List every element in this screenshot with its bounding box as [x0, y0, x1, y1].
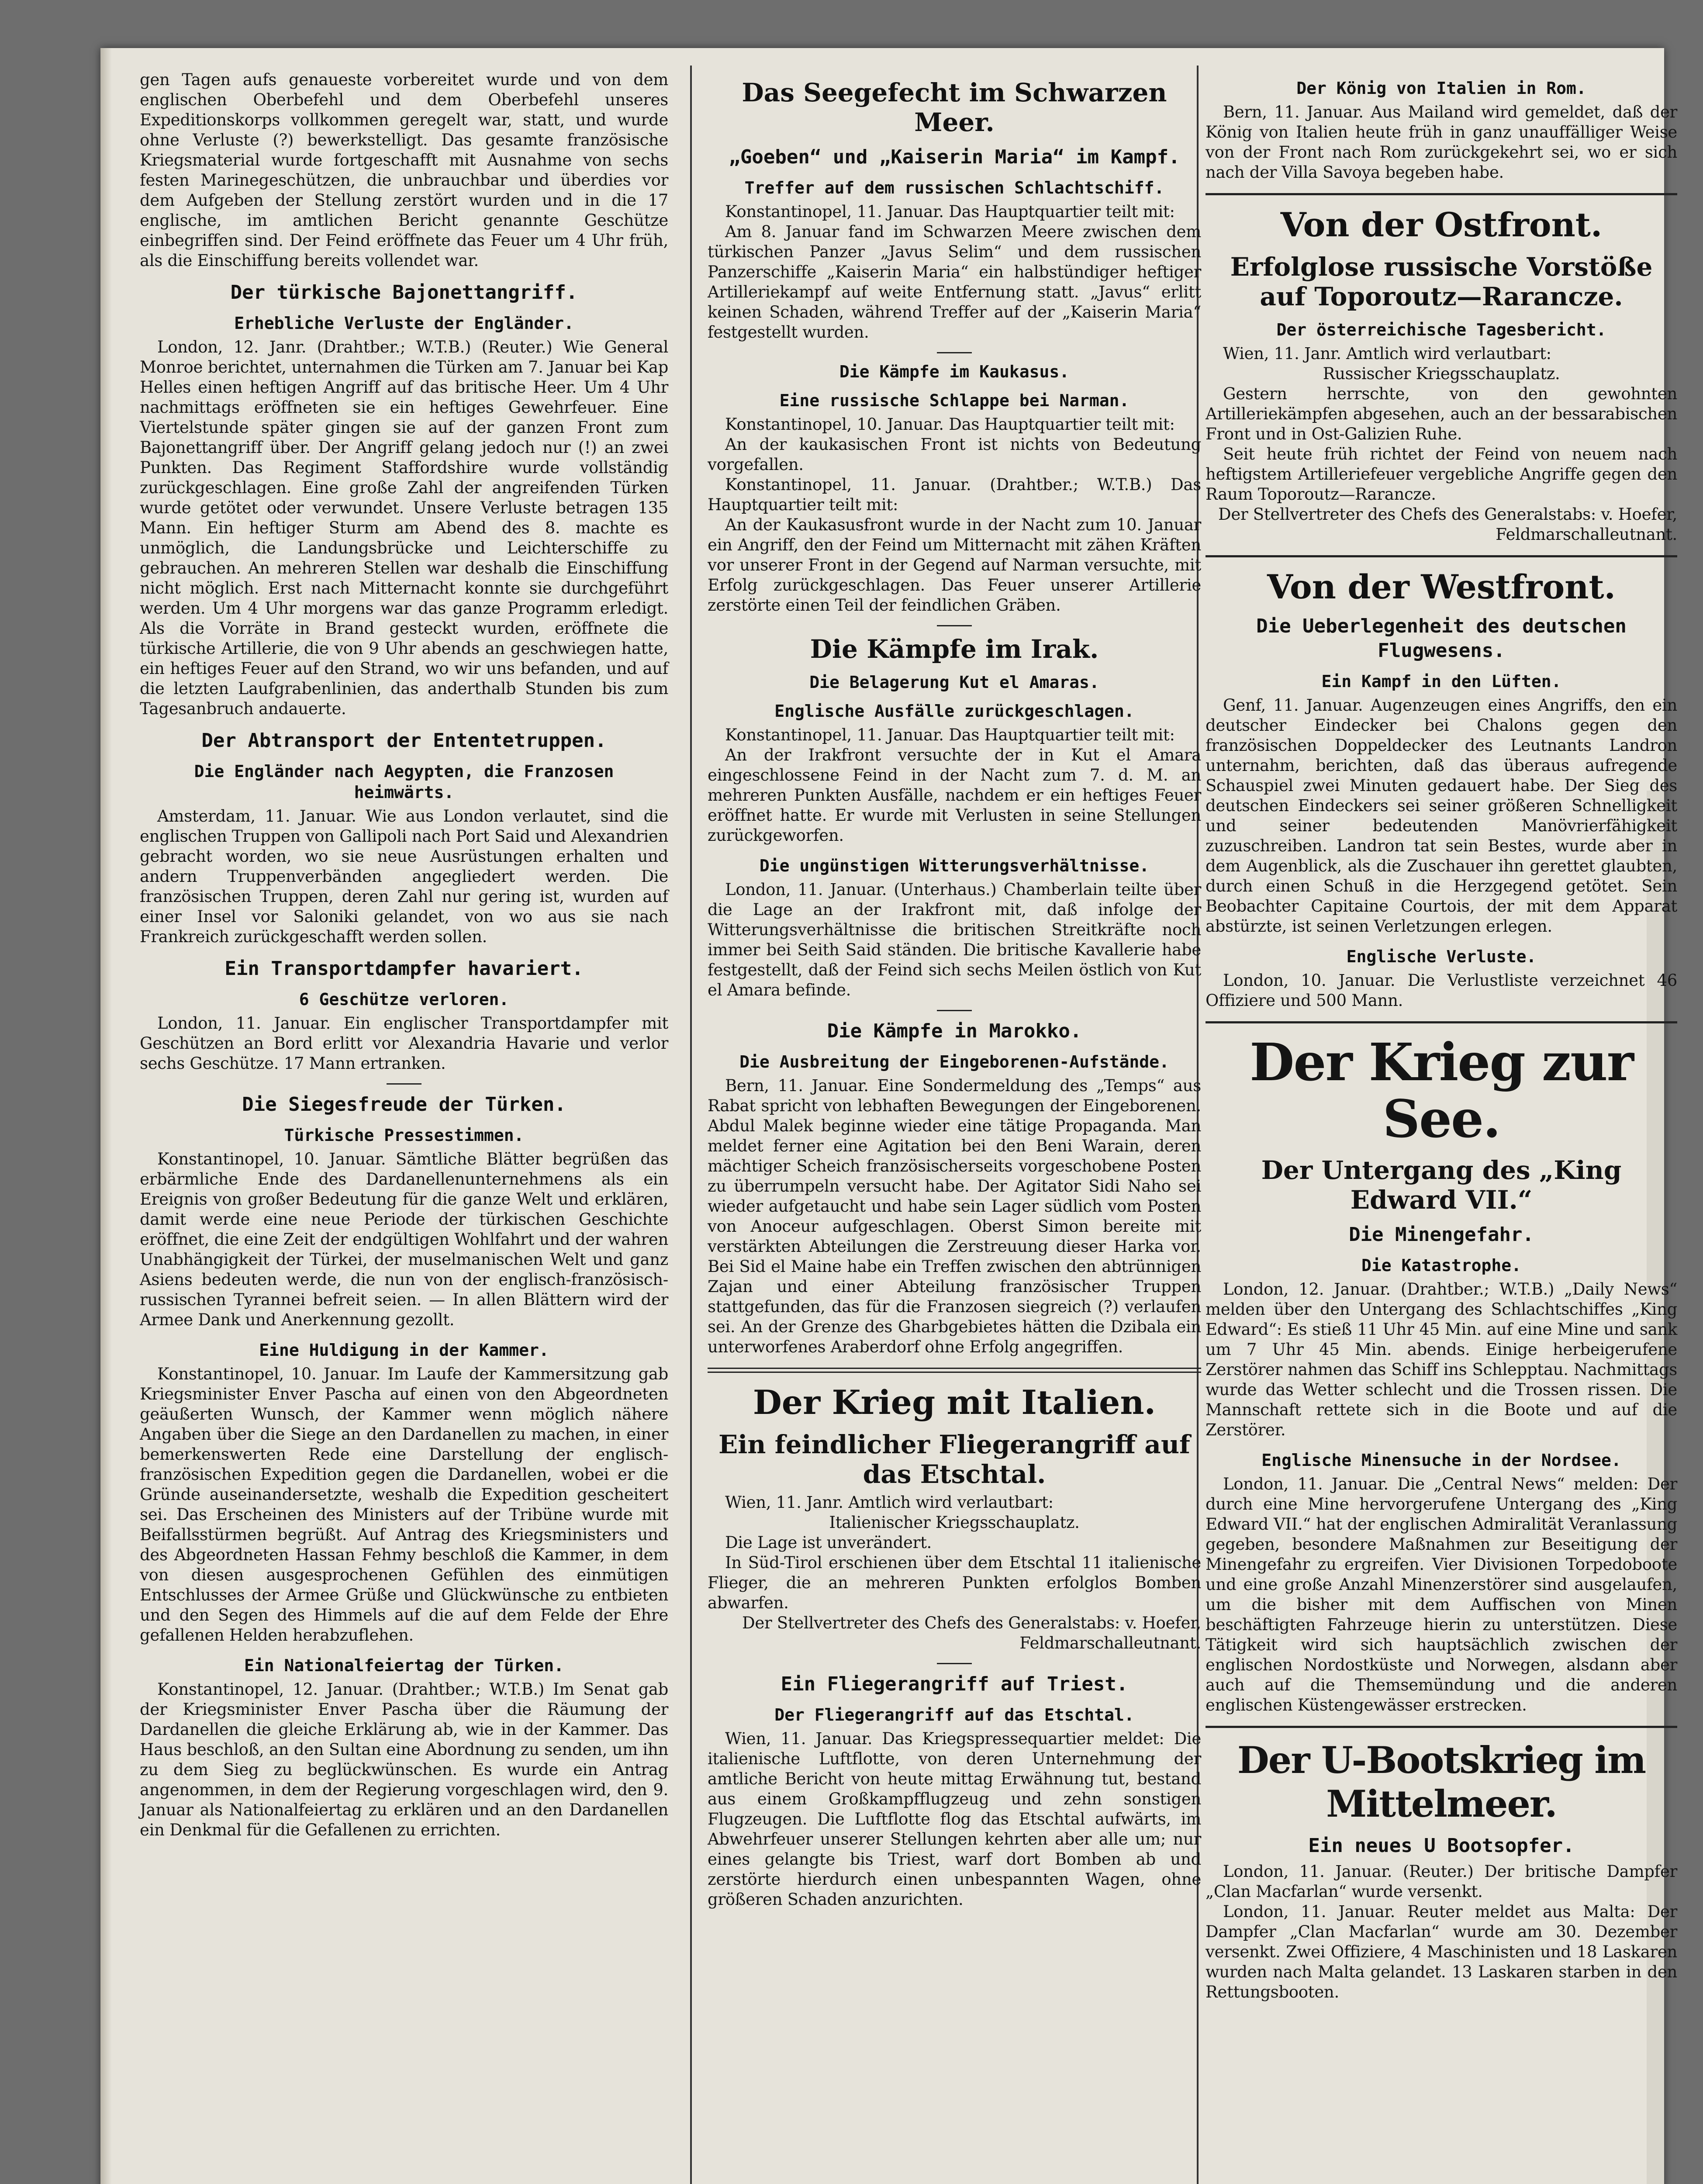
subheadline: Die Minengefahr.: [1349, 1223, 1534, 1246]
headline: Die Kämpfe im Irak.: [810, 634, 1099, 664]
article-text: Bern, 11. Januar. Eine Sondermeldung des „Temps“ aus Rabat spricht von lebhaften Bewegungen der Eingeborenen. Abdul Malek beginne wieder eine tätige Propaganda. Man meldet ferner eine Agitation bei den Beni Warain, deren mächtiger Scheich französischerseits vorgeschobene Posten zu überrumpeln versucht habe. Der Agitator Sidi Naho sei wieder aufgetaucht und habe sein Lager südlich vom Posten von Anoceur aufgeschlagen. Oberst Simon bereite mit verstärkten Abteilungen die Zerstreuung dieser Harka vor. Bei Sid el Maine habe ein Treffen zwischen den abtrünnigen Zajan und einer Abteilung französischer Truppen stattgefunden, das für die Franzosen siegreich (?) verlaufen sei. An der Grenze des Gharbgebietes hätten die Dzibala ein unterworfenes Araberdorf ohne Erfolg angegriffen.: [708, 1076, 1201, 1356]
article-text: London, 12. Janr. (Drahtber.; W.T.B.) (Reuter.) Wie General Monroe berichtet, unternahmen die Türken am 7. Januar bei Kap Helles einen heftigen Angriff auf das britische Heer. Um 4 Uhr nachmittags eröffneten sie ein heftiges Gewehrfeuer. Eine Viertelstunde später gingen sie auf der ganzen Front zum Bajonettangriff über. Der Angriff gelang jedoch nur (!) an zwei Punkten. Das Regiment Staffordshire wurde vollständig zurückgeschlagen. Eine große Zahl der angreifenden Türken wurde getötet oder verwundet. Unsere Verluste betragen 135 Mann. Ein heftiger Sturm am Abend des 8. machte es unmöglich, die Landungsbrücke und Leichterschiffe zu gebrauchen. An mehreren Stellen war deshalb die Einschiffung nicht möglich. Erst nach Mitternacht konnte sie durchgeführt werden. Um 4 Uhr morgens war das ganze Programm erledigt. Als die Vorräte in Brand gesteckt wurden, eröffnete die türkische Artillerie, die von 9 Uhr abends an geschwiegen hatte, ein heftiges Feuer auf den Strand, wo wir uns befanden, und auf die letzten Laufgrabenlinien, das anderthalb Stunden bis zum Tagesanbruch andauerte.: [140, 338, 668, 718]
headline: Die Kämpfe im Kaukasus.: [839, 362, 1070, 381]
article-text: London, 11. Januar. (Reuter.) Der britische Dampfer „Clan Macfarlan“ wurde versenkt.: [1206, 1862, 1677, 1901]
headline: Englische Minensuche in der Nordsee.: [1261, 1451, 1621, 1470]
headline: Die ungünstigen Witterungsverhältnisse.: [759, 856, 1150, 875]
subheadline: Eine russische Schlappe bei Narman.: [779, 391, 1130, 410]
headline: Der Untergang des „King Edward VII.“: [1261, 1155, 1622, 1215]
article-text: Am 8. Januar fand im Schwarzen Meere zwischen dem türkischen Panzer „Javus Selim“ und dem russischen Panzerschiffe „Kaiserin Maria“ ein halbstündiger heftiger Artilleriekampf auf weite Entfernung statt. „Javus“ erlitt keinen Schaden, während Treffer auf der „Kaiserin Maria“ festgestellt wurden.: [708, 222, 1201, 342]
subheadline: Treffer auf dem russischen Schlachtschiff.: [744, 178, 1164, 197]
article-text: Wien, 11. Janr. Amtlich wird verlautbart:: [1223, 344, 1551, 363]
column-right: [1206, 70, 1677, 2012]
divider: [937, 1663, 972, 1664]
article-text: Russischer Kriegsschauplatz.: [1323, 364, 1560, 383]
article-text: Seit heute früh richtet der Feind von neuem nach heftigstem Artilleriefeuer vergebliche Angriffe gegen den Raum Toporoutz—Rarancze.: [1206, 445, 1677, 504]
article-text: Konstantinopel, 10. Januar. Im Laufe der Kammersitzung gab Kriegsminister Enver Pascha auf einen von den Abgeordneten geäußerten Wunsch, der Kammer wenn möglich nähere Angaben über die Siege an den Dardanellen zu machen, in einer bemerkenswerten Rede eine Darstellung der englisch-französischen Expedition gegen die Dardanellen, wobei er die Gründe auseinandersetzte, weshalb die Expedition gescheitert sei. Das Erscheinen des Ministers auf der Tribüne wurde mit Beifallsstürmen begrüßt. Auf Antrag des Kriegsministers und des Abgeordneten Hassan Fehmy beschloß die Kammer, in dem von diesen ausgesprochenen Gefühlen des einmütigen Entschlusses der Armee Grüße und Glückwünsche zu entbieten und den Segen des Himmels auf die auf dem Felde der Ehre gefallenen Helden herabzuflehen.: [140, 1365, 668, 1645]
article-text: Amsterdam, 11. Januar. Wie aus London verlautet, sind die englischen Truppen von Gallipoli nach Port Said und Alexandrien gebracht worden, wo sie neue Ausrüstungen erhalten und andern Truppenverbänden angegliedert werden. Die französischen Truppen, deren Zahl nur gering ist, wurden auf einer Insel vor Saloniki gelandet, von wo aus sie nach Frankreich zurückgeschafft werden sollen.: [140, 807, 668, 946]
article-text: Italienischer Kriegsschauplatz.: [829, 1513, 1080, 1532]
article-text: In Süd-Tirol erschienen über dem Etschtal 11 italienische Flieger, die an mehreren Punkten erfolglos Bomben abwarfen.: [708, 1553, 1201, 1612]
headline: Die Ueberlegenheit des deutschen Flugwesens.: [1256, 615, 1627, 662]
section-divider: [1206, 1021, 1677, 1023]
article-text: London, 10. Januar. Die Verlustliste verzeichnet 46 Offiziere und 500 Mann.: [1206, 971, 1677, 1010]
article-text: London, 11. Januar. Reuter meldet aus Malta: Der Dampfer „Clan Macfarlan“ wurde am 30. Dezember versenkt. Zwei Offiziere, 4 Maschinisten und 18 Laskaren wurden nach Malta gelandet. 13 Laskaren starben in den Rettungsbooten.: [1206, 1902, 1677, 2001]
article-text: Der Stellvertreter des Chefs des Generalstabs: v. Hoefer, Feldmarschalleutnant.: [1218, 505, 1677, 544]
subheadline: Die Katastrophe.: [1361, 1256, 1522, 1275]
article-text: Konstantinopel, 12. Januar. (Drahtber.; W.T.B.) Im Senat gab der Kriegsminister Enver Pascha über die Räumung der Dardanellen die gleiche Erklärung ab, wie in der Kammer. Das Haus beschloß, an den Sultan eine Abordnung zu senden, um ihn zu dem Sieg zu beglückwünschen. Es wurde ein Antrag angenommen, in dem der Regierung vorgeschlagen wird, den 9. Januar als Nationalfeiertag zu erklären und an den Dardanellen ein Denkmal für die Gefallenen zu errichten.: [140, 1680, 668, 1839]
article-text: London, 11. Januar. (Unterhaus.) Chamberlain teilte über die Lage an der Irakfront mit, daß infolge der Witterungsverhältnisse die britischen Streitkräfte noch immer bei Seith Said ständen. Die britische Kavallerie habe festgestellt, daß der Feind sich sechs Meilen östlich von Kut el Amara befinde.: [708, 880, 1201, 999]
headline: Der König von Italien in Rom.: [1296, 79, 1586, 98]
article-text: An der Irakfront versuchte der in Kut el Amara eingeschlossene Feind in der Nacht zum 7. d. M. an mehreren Punkten Ausfälle, nachdem er ein heftiges Feuer eröffnet hatte. Er wurde mit Verlusten in seine Stellungen zurückgeworfen.: [708, 746, 1201, 845]
subheadline: Der Fliegerangriff auf das Etschtal.: [774, 1705, 1134, 1724]
divider: [937, 1010, 972, 1011]
subheadline: 6 Geschütze verloren.: [299, 990, 509, 1009]
column-middle: [708, 70, 1201, 1919]
divider: [937, 352, 972, 353]
section-headline: Der Krieg mit Italien.: [753, 1383, 1156, 1422]
article-text: Gestern herrschte, von den gewohnten Artilleriekämpfen abgesehen, auch an der bessarabischen Front und in Ost-Galizien Ruhe.: [1206, 384, 1677, 443]
section-divider: [708, 1368, 1201, 1373]
subheadline: Der österreichische Tagesbericht.: [1276, 320, 1606, 339]
article-text: Konstantinopel, 11. Januar. Das Hauptquartier teilt mit:: [725, 726, 1175, 744]
column-rule: [690, 66, 692, 2184]
article-text: London, 12. Januar. (Drahtber.; W.T.B.) „Daily News“ melden über den Untergang des Schlachtschiffes „King Edward“: Es stieß 11 Uhr 45 Min. auf eine Mine und sank um 7 Uhr 45 Min. abends. Einige herbeigerufene Zerstörer nahmen das Schiff ins Schlepptau. Nachmittags wurde das Wetter schlecht und die Trossen rissen. Die Mannschaft rettete sich in die Boote und auf die Zerstörer.: [1206, 1280, 1677, 1439]
article-text: Die Lage ist unverändert.: [725, 1533, 932, 1552]
headline: Ein Transportdampfer havariert.: [225, 957, 584, 980]
headline: Ein Fliegerangriff auf Triest.: [781, 1673, 1128, 1695]
section-banner: Der Krieg zur See.: [1250, 1032, 1633, 1149]
column-left: [140, 70, 668, 1850]
headline: Die Siegesfreude der Türken.: [242, 1093, 566, 1116]
article-text: Konstantinopel, 11. Januar. Das Hauptquartier teilt mit:: [725, 202, 1175, 221]
headline: Eine Huldigung in der Kammer.: [259, 1341, 549, 1360]
article-text: Konstantinopel, 10. Januar. Sämtliche Blätter begrüßen das erbärmliche Ende des Dardanellenunternehmens als ein Ereignis von großer Bedeutung für die ganze Welt und erklären, damit werde eine neue Periode der türkischen Geschichte eröffnet, die eine Zeit der endgültigen Wohlfahrt und der wahren Unabhängigkeit der Türkei, der muselmanischen Welt und ganz Asiens bedeuten werde, die nun von der englisch-französisch-russischen Tyrannei befreit seien. — In allen Blättern wird der Armee Dank und Anerkennung gezollt.: [140, 1150, 668, 1329]
article-text: Bern, 11. Januar. Aus Mailand wird gemeldet, daß der König von Italien heute früh in ganz unauffälliger Weise von der Front nach Rom zurückgekehrt sei, wo er sich nach der Villa Savoya begeben habe.: [1206, 103, 1677, 182]
headline: Erfolglose russische Vorstöße auf Toporoutz—Rarancze.: [1230, 252, 1653, 311]
section-divider: [1206, 1726, 1677, 1728]
subheadline: Ein Kampf in den Lüften.: [1321, 672, 1561, 691]
section-divider: [1206, 193, 1677, 195]
subheadline: Die Ausbreitung der Eingeborenen-Aufstände.: [739, 1052, 1169, 1071]
article-text: Konstantinopel, 11. Januar. (Drahtber.; W.T.B.) Das Hauptquartier teilt mit:: [708, 475, 1201, 514]
article-text: An der kaukasischen Front ist nichts von Bedeutung vorgefallen.: [708, 435, 1201, 474]
headline: Der türkische Bajonettangriff.: [230, 281, 578, 304]
article-text: Der Stellvertreter des Chefs des Generalstabs: v. Hoefer, Feldmarschalleutnant.: [742, 1614, 1201, 1652]
article-text: London, 11. Januar. Die „Central News“ melden: Der durch eine Mine hervorgerufene Untergang des „King Edward VII.“ hat der englischen Admiralität Veranlassung gegeben, besondere Maßnahmen zur Beseitigung der Minengefahr zu ergreifen. Vier Divisionen Torpedoboote und eine große Anzahl Minenzerstörer sind ausgelaufen, um die bisher mit dem Auffischen von Minen beschäftigten Fahrzeuge hierin zu unterstützen. Diese Tätigkeit wird sich hauptsächlich zwischen der englischen Nordostküste und Norwegen, alsdann aber auch auf die Themsemündung und die anderen englischen Küstengewässer erstrecken.: [1206, 1475, 1677, 1714]
article-text: Wien, 11. Januar. Das Kriegspressequartier meldet: Die italienische Luftflotte, von deren Unternehmung der amtliche Bericht von heute mittag Erwähnung tut, bestand aus einem Großkampfflugzeug und zehn sonstigen Flugzeugen. Die Luftflotte flog das Etschtal aufwärts, im Abwehrfeuer unserer Stellungen kehrten aber alle um; nur eines gelangte bis Triest, warf dort Bomben ab und zerstörte hierdurch einen unbespannten Wagen, ohne größeren Schaden anzurichten.: [708, 1729, 1201, 1909]
headline: Englische Verluste.: [1346, 947, 1537, 966]
subheadline: Die Engländer nach Aegypten, die Franzosen heimwärts.: [194, 762, 614, 802]
headline: Der Abtransport der Ententetruppen.: [201, 729, 607, 752]
subheadline: Die Belagerung Kut el Amaras.: [809, 673, 1099, 692]
article-text: Genf, 11. Januar. Augenzeugen eines Angriffs, den ein deutscher Eindecker bei Chalons gegen den französischen Doppeldecker des Leutnants Landron unternahm, berichten, daß das überaus aufregende Schauspiel zwei Minuten gedauert habe. Der Sieg des deutschen Eindeckers sei seiner größeren Schnelligkeit und seiner bedeutenden Manövrierfähigkeit zuzuschreiben. Landron tat sein Bestes, wurde aber in dem Augenblick, als die Zuschauer ihn gerettet glaubten, durch einen Schuß in die Herzgegend getötet. Sein Beobachter Capitaine Courtois, der mit dem Apparat abstürzte, ist seinen Verletzungen erlegen.: [1206, 696, 1677, 936]
article-text: An der Kaukasusfront wurde in der Nacht zum 10. Januar ein Angriff, den der Feind um Mitternacht mit zähen Kräften vor unserer Front in der Gegend auf Narman versuchte, mit Erfolg zurückgeschlagen. Das Feuer unserer Artillerie zerstörte einen Teil der feindlichen Gräben.: [708, 515, 1201, 615]
subheadline: Erhebliche Verluste der Engländer.: [234, 314, 574, 333]
article-text: gen Tagen aufs genaueste vorbereitet wurde und von dem englischen Oberbefehl und dem Oberbefehl unseres Expeditionskorps vollkommen geregelt war, statt, und wurde ohne Verluste (?) bewerkstelligt. Das gesamte französische Kriegsmaterial wurde fortgeschafft mit Ausnahme von sechs festen Marinegeschützen, die unbrauchbar und überdies vor dem Aufgeben der Stellung zerstört wurden und in die 17 englische, im amtlichen Bericht genannte Geschütze einbegriffen sind. Der Feind eröffnete das Feuer um 4 Uhr früh, als die Einschiffung bereits vollendet war.: [140, 70, 668, 270]
headline: Ein neues U Bootsopfer.: [1308, 1835, 1575, 1857]
headline: Ein feindlicher Fliegerangriff auf das Etschtal.: [719, 1430, 1190, 1489]
subheadline: Englische Ausfälle zurückgeschlagen.: [774, 702, 1134, 721]
article-text: London, 11. Januar. Ein englischer Transportdampfer mit Geschützen an Bord erlitt vor Alexandria Havarie und verlor sechs Geschütze. 17 Mann ertranken.: [140, 1014, 668, 1073]
divider: [937, 625, 972, 626]
headline: Das Seegefecht im Schwarzen Meer.: [742, 78, 1167, 137]
section-divider: [1206, 555, 1677, 557]
section-headline: Von der Westfront.: [1267, 567, 1616, 606]
headline: Ein Nationalfeiertag der Türken.: [244, 1656, 564, 1675]
divider: [387, 1083, 421, 1085]
headline: Die Kämpfe in Marokko.: [827, 1020, 1082, 1042]
subheadline: Türkische Pressestimmen.: [284, 1126, 524, 1145]
subheadline: „Goeben“ und „Kaiserin Maria“ im Kampf.: [729, 146, 1180, 168]
section-headline: Von der Ostfront.: [1280, 205, 1603, 244]
article-text: Konstantinopel, 10. Januar. Das Hauptquartier teilt mit:: [725, 415, 1175, 434]
article-text: Wien, 11. Janr. Amtlich wird verlautbart:: [725, 1493, 1054, 1512]
section-banner: Der U-Bootskrieg im Mittelmeer.: [1237, 1738, 1646, 1825]
page-gutter: [100, 48, 112, 2184]
